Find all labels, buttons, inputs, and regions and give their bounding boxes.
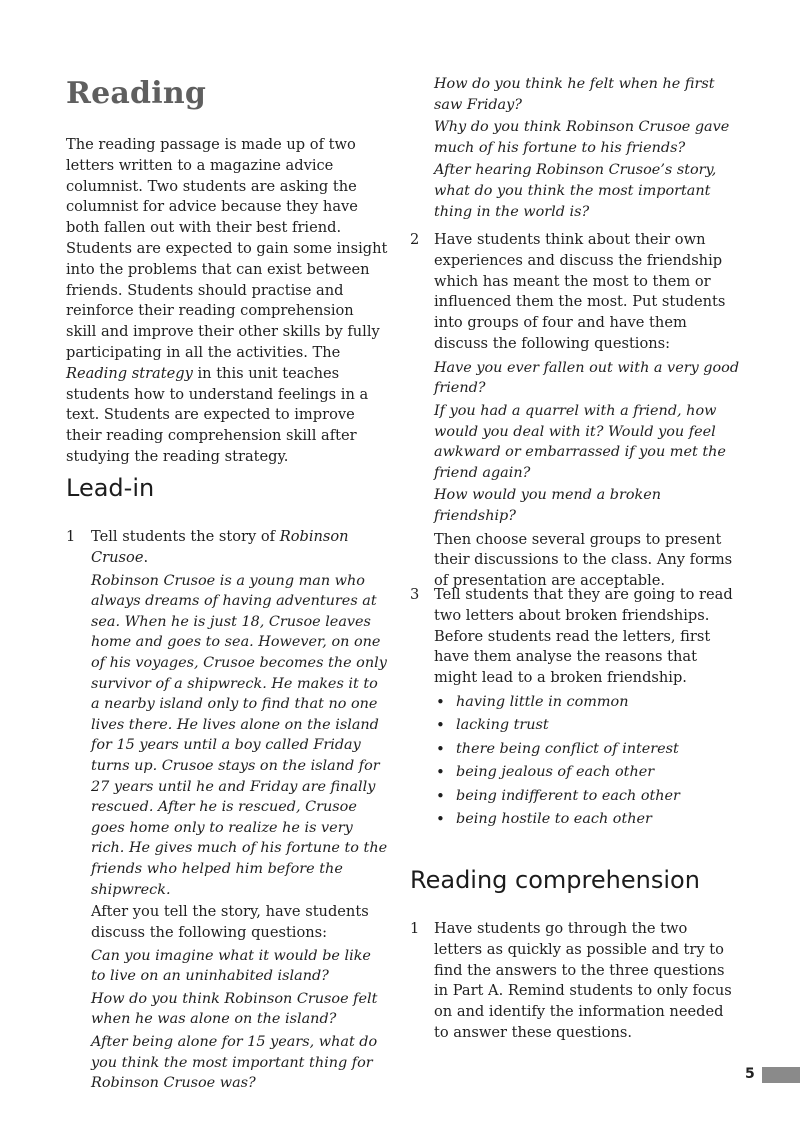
- list-item: • lacking trust: [434, 714, 740, 738]
- intro-paragraph: [66, 135, 388, 468]
- leadin-item2-text: Have students think about their own experiences and discuss the friendship which has meant the most to them or influenced them the most. Put students into groups of four and have them discuss the following questions:: [434, 231, 726, 352]
- leadin-item1: [91, 527, 388, 1094]
- crusoe-story: Robinson Crusoe is a young man who always dreams of having adventures at sea. When he is just 18, Crusoe leaves home and goes to sea. However, on one of his voyages, Crusoe becomes the only survivor of a shipwreck. He makes it to a nearby island only to find that no one lives there. He lives alone on the island for 15 years until a boy called Friday turns up. Crusoe stays on the island for 27 years until he and Friday are finally rescued. After he is rescued, Crusoe goes home only to realize he is very rich. He gives much of his fortune to the friends who helped him before the shipwreck.: [91, 572, 388, 898]
- leadin-item1-text: [91, 527, 388, 569]
- comprehension-item1: [434, 919, 740, 1044]
- leadin-item1-question: How do you think he felt when he first saw Friday?: [434, 76, 715, 113]
- leadin-item1-question: After being alone for 15 years, what do you think the most important thing for Robinson Crusoe was?: [91, 1034, 378, 1092]
- leadin-item2: [434, 230, 740, 592]
- leadin-heading: Lead-in: [66, 474, 155, 502]
- leadin-item1-question: How do you think Robinson Crusoe felt when he was alone on the island?: [91, 990, 378, 1028]
- leadin-item1-question: Can you imagine what it would be like to live on an uninhabited island?: [91, 947, 371, 985]
- leadin-item1-text-italic: Robinson Crusoe: [91, 528, 349, 566]
- leadin-item3: [434, 585, 740, 832]
- list-item: • being hostile to each other: [434, 808, 740, 832]
- intro-italic: Reading strategy: [66, 364, 193, 382]
- intro-text: The reading passage is made up of two letters written to a magazine advice columnist. Two students are asking the columnist for advice because they have both fallen out with their best friend. Students are expected to gain some insight into the problems that can exist between friends. Students should practise and reinforce their reading comprehension skill and improve their other skills by fully participating in all the activities. The: [66, 136, 388, 361]
- page-title: Reading: [66, 76, 207, 111]
- intro-text-end: in this unit teaches students how to understand feelings in a text. Students are expected to improve their reading comprehension skill after studying the reading strategy.: [66, 364, 369, 465]
- comprehension-item1-text: Have students go through the two letters as quickly as possible and try to find the answers to the three questions in Part A. Remind students to only focus on and identify the information needed to answer these questions.: [434, 920, 732, 1041]
- leadin-item1-after: After you tell the story, have students discuss the following questions:: [91, 903, 369, 941]
- leadin-item2-question: If you had a quarrel with a friend, how would you deal with it? Would you feel awkward or embarrassed if you met the friend again?: [434, 402, 726, 481]
- comprehension-item1-number: 1: [410, 920, 420, 937]
- leadin-item3-number: 3: [410, 586, 420, 603]
- leadin-item2-number: 2: [410, 231, 420, 248]
- leadin-item1-question: After hearing Robinson Crusoe’s story, what do you think the most important thing in the world is?: [434, 162, 717, 220]
- leadin-item2-question: Have you ever fallen out with a very good friend?: [434, 359, 740, 397]
- page-number: 5: [745, 1066, 755, 1082]
- list-item: • being jealous of each other: [434, 761, 740, 785]
- leadin-item3-text: Tell students that they are going to read two letters about broken friendships. Before students read the letters, first have them analyse the reasons that might lead to a broken friendship.: [434, 586, 733, 687]
- leadin-item1-text-a: Tell students the story of: [91, 528, 280, 545]
- leadin-item1-continued: [434, 74, 740, 222]
- leadin-item2-after: Then choose several groups to present their discussions to the class. Any forms of presentation are acceptable.: [434, 530, 733, 590]
- list-item: • having little in common: [434, 691, 740, 715]
- leadin-item1-number: 1: [66, 528, 76, 545]
- leadin-item1-question: Why do you think Robinson Crusoe gave much of his fortune to his friends?: [434, 119, 730, 156]
- leadin-item2-question: How would you mend a broken friendship?: [434, 487, 662, 524]
- page-number-bar: [762, 1067, 800, 1083]
- list-item: • there being conflict of interest: [434, 738, 740, 762]
- list-item: • being indifferent to each other: [434, 785, 740, 809]
- comprehension-heading: Reading comprehension: [410, 866, 700, 894]
- reasons-list: [434, 691, 740, 832]
- leadin-item1-text-end: .: [143, 548, 149, 566]
